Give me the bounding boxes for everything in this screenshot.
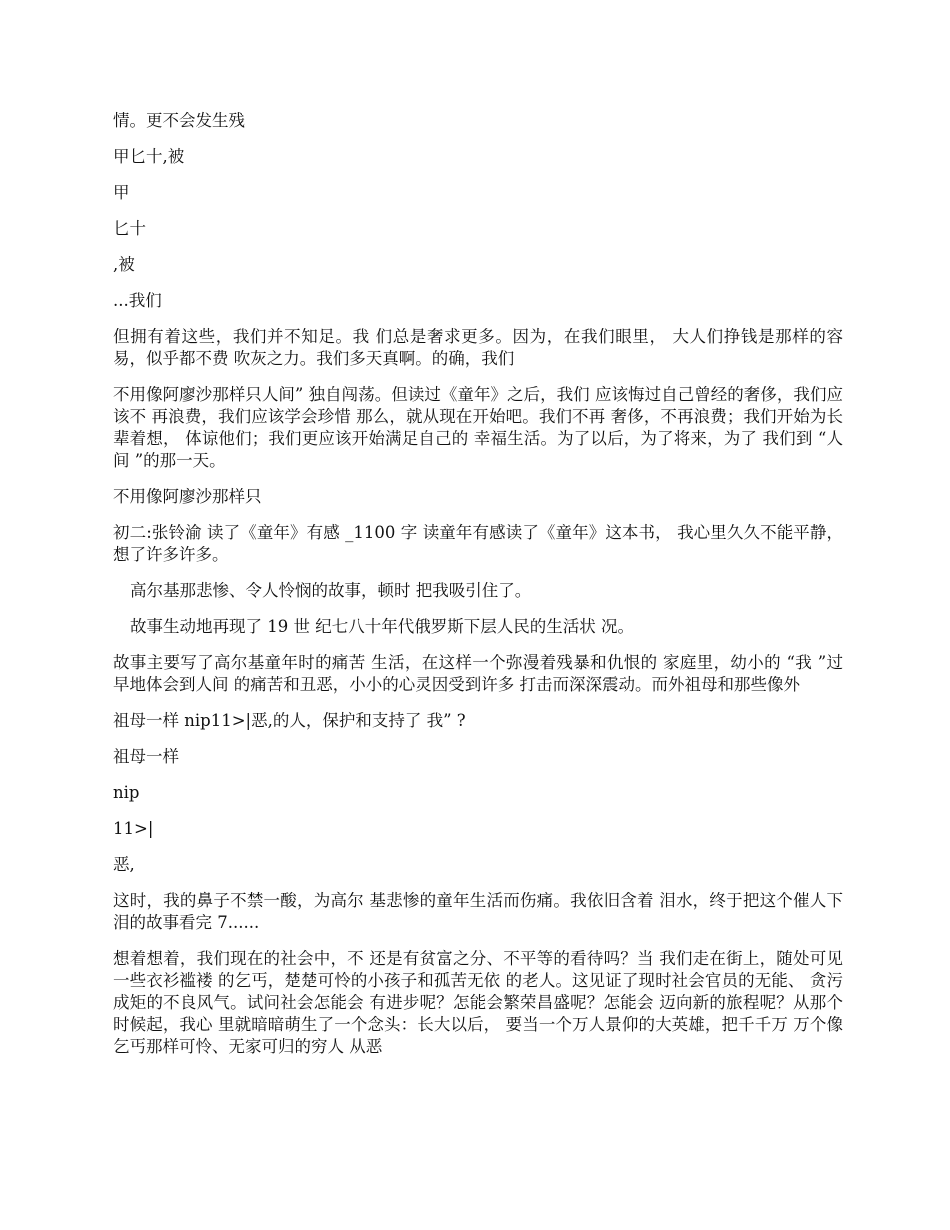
paragraph: 不用像阿廖沙那样只人间” 独自闯荡。但读过《童年》之后，我们 应该悔过自己曾经的奢侈，我们应该不 再浪费，我们应该学会珍惜 那么，就从现在开始吧。我们不再 奢侈，不再浪费；我们开始为长辈着想， 体谅他们；我们更应该开始满足自己的 幸福生活。为了以后，为了将来，为了 我们到 “人间 ”的那一天。 [113,385,843,470]
paragraph: 高尔基那悲惨、令人怜悯的故事，顿时 把我吸引住了。 [130,581,532,600]
paragraph: 但拥有着这些，我们并不知足。我 们总是奢求更多。因为，在我们眼里， 大人们挣钱是那样的容易，似乎都不费 吹灰之力。我们多天真啊。的确，我们 [113,327,843,368]
paragraph: 故事生动地再现了 19 世 纪七八十年代俄罗斯下层人民的生活状 况。 [130,617,634,636]
paragraph: 甲匕十,被 [113,147,185,166]
paragraph: 故事主要写了高尔基童年时的痛苦 生活，在这样一个弥漫着残暴和仇恨的 家庭里，幼小的 “我 ”过早地体会到人间 的痛苦和丑恶，小小的心灵因受到许多 打击而深深震动。而外祖母和那些像外 [113,653,843,694]
paragraph: 初二:张铃渝 读了《童年》有感 _1100 字 读童年有感读了《童年》这本书， 我心里久久不能平静，想了许多许多。 [113,523,843,564]
paragraph: 恶, [113,855,135,874]
paragraph: 想着想着，我们现在的社会中，不 还是有贫富之分、不平等的看待吗？当 我们走在街上，随处可见一些衣衫褴褛 的乞丐，楚楚可怜的小孩子和孤苦无依 的老人。这见证了现时社会官员的无能、 贪污成矩的不良风气。试问社会怎能会 有进步呢？怎能会繁荣昌盛呢？怎能会 迈向新的旅程呢？从那个时候起，我心 里就暗暗萌生了一个念头：长大以后， 要当一个万人景仰的大英雄，把千千万 万个像乞丐那样可怜、无家可归的穷人 从恶 [113,949,843,1056]
paragraph: 不用像阿廖沙那样只 [113,487,262,506]
paragraph: 甲 [113,183,130,202]
paragraph: 祖母一样 nip11>|恶,的人，保护和支持了 我” ? [113,711,466,730]
paragraph: nip [113,783,140,802]
paragraph: ...我们 [113,291,162,310]
paragraph: 匕十 [113,219,146,238]
paragraph: 这时，我的鼻子不禁一酸，为高尔 基悲惨的童年生活而伤痛。我依旧含着 泪水，终于把这个催人下泪的故事看完 7...... [113,891,843,932]
paragraph: 11>| [113,819,154,838]
paragraph: 祖母一样 [113,747,179,766]
paragraph: ,被 [113,255,135,274]
document-body [113,110,843,1072]
paragraph: 情。更不会发生残 [113,111,245,130]
